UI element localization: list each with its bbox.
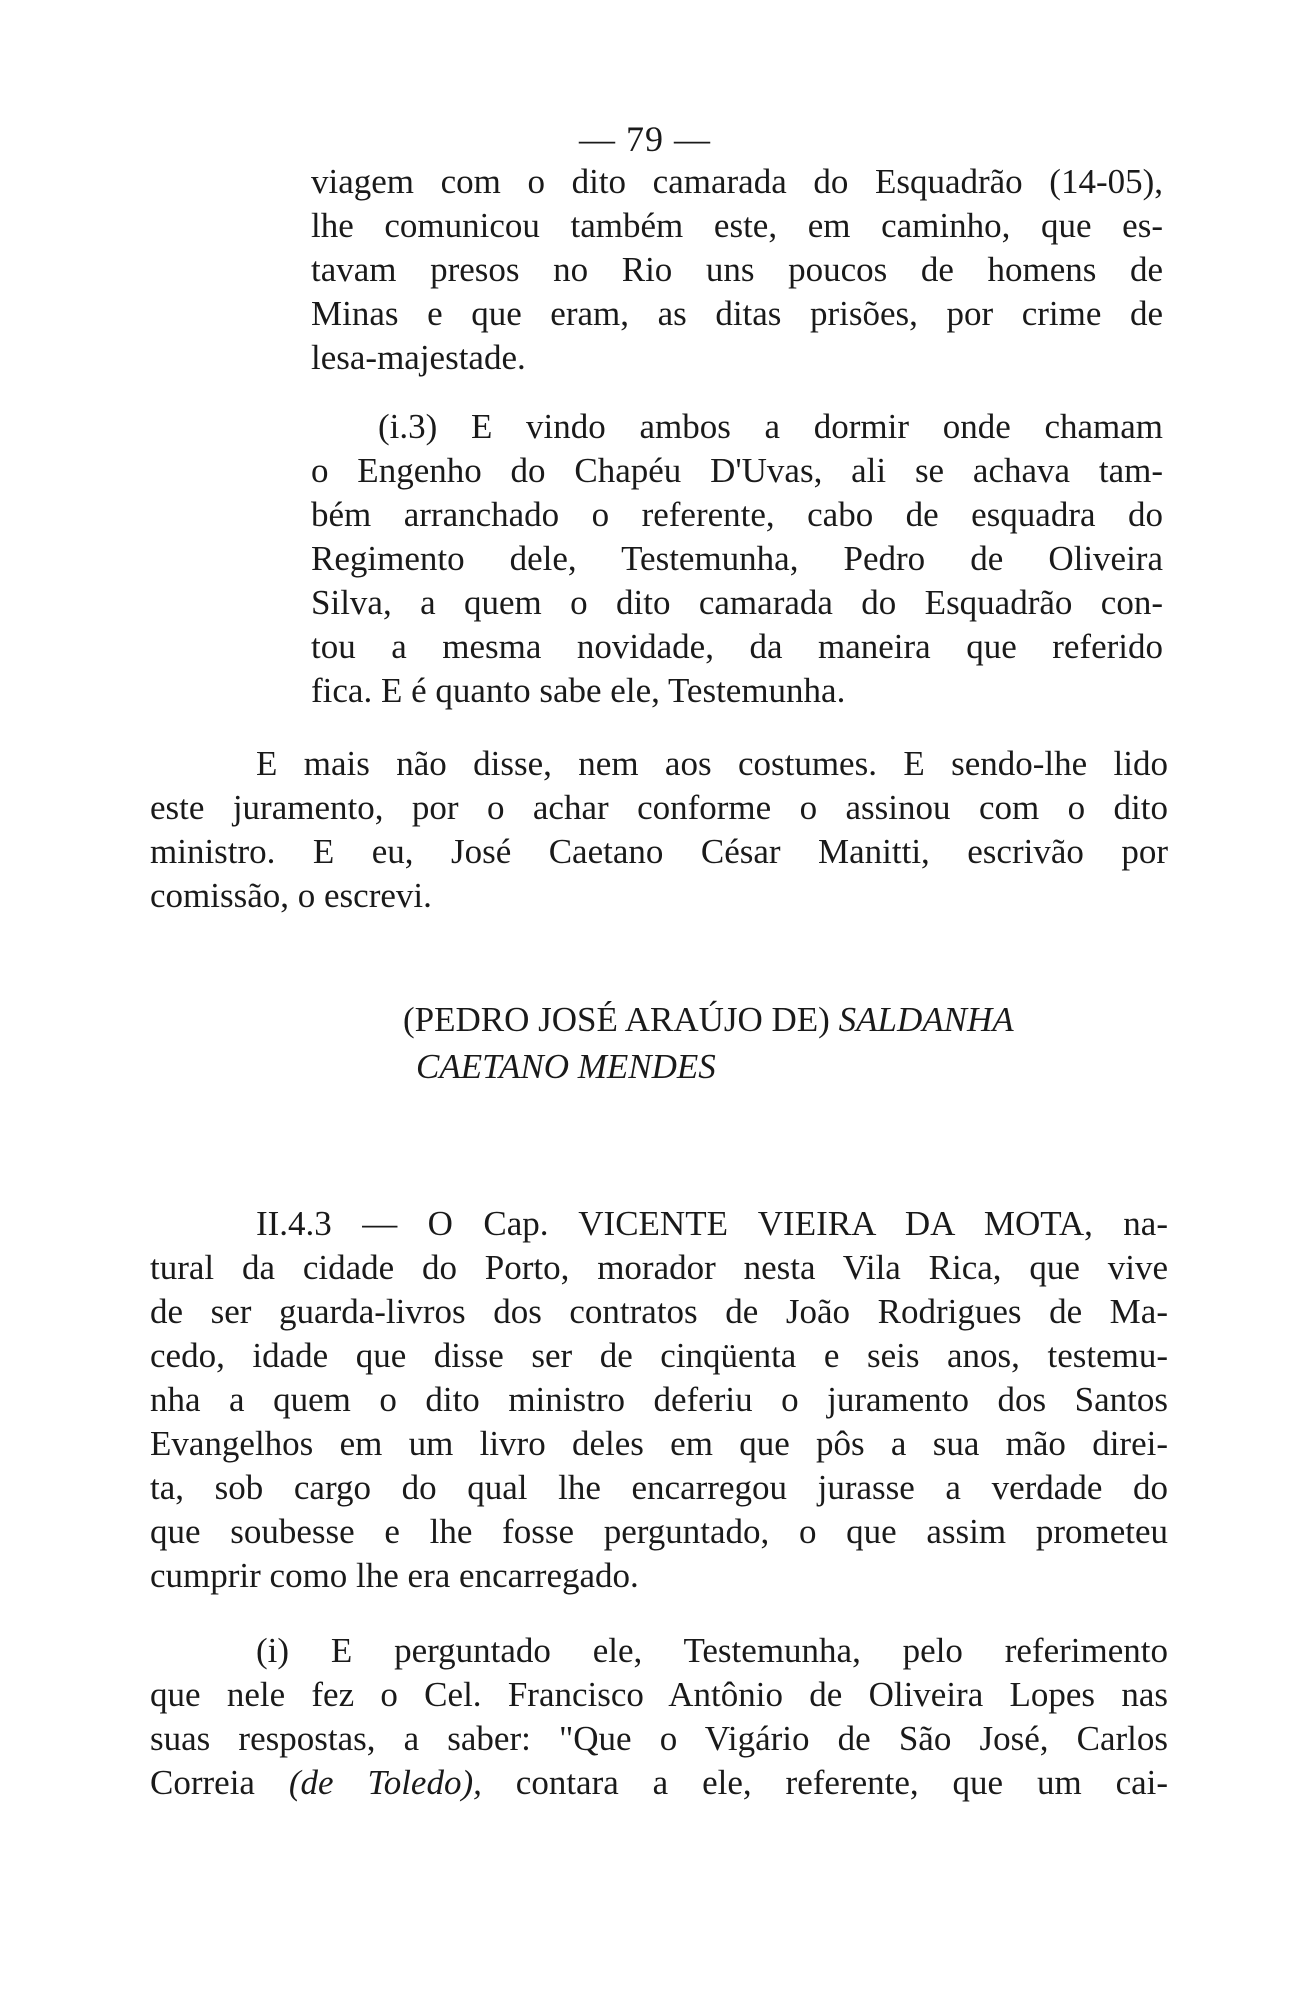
text-line: lhe comunicou também este, em caminho, que es- xyxy=(311,206,1163,245)
signature-name-italic: SALDANHA xyxy=(838,1000,1014,1039)
signature-name-upright: (PEDRO JOSÉ ARAÚJO DE) xyxy=(403,1000,830,1039)
text-line: cumprir como lhe era encarregado. xyxy=(150,1556,639,1595)
text-line: tou a mesma novidade, da maneira que referido xyxy=(311,627,1163,666)
text-line: comissão, o escrevi. xyxy=(150,876,432,915)
text-line: que soubesse e lhe fosse perguntado, o que assim prometeu xyxy=(150,1512,1168,1551)
text-line: que nele fez o Cel. Francisco Antônio de Oliveira Lopes nas xyxy=(150,1675,1168,1714)
signature-line-1 xyxy=(403,996,1014,1044)
text-line: ta, sob cargo do qual lhe encarregou jurasse a verdade do xyxy=(150,1468,1168,1507)
page-number: — 79 — xyxy=(579,119,711,159)
text-line: o Engenho do Chapéu D'Uvas, ali se achava tam- xyxy=(311,451,1163,490)
text-line: suas respostas, a saber: "Que o Vigário de São José, Carlos xyxy=(150,1719,1168,1758)
text-line: este juramento, por o achar conforme o assinou com o dito xyxy=(150,788,1168,827)
text-line: Minas e que eram, as ditas prisões, por crime de xyxy=(311,294,1163,333)
text-line: fica. E é quanto sabe ele, Testemunha. xyxy=(311,671,846,710)
text-line: viagem com o dito camarada do Esquadrão (14-05), xyxy=(311,162,1163,201)
text-line: tavam presos no Rio uns poucos de homens de xyxy=(311,250,1163,289)
text-line: (i) E perguntado ele, Testemunha, pelo referimento xyxy=(256,1631,1168,1670)
text-line: Regimento dele, Testemunha, Pedro de Oliveira xyxy=(311,539,1163,578)
text-line: lesa-majestade. xyxy=(311,338,526,377)
signature-line-2: CAETANO MENDES xyxy=(416,1047,716,1086)
text-line: Silva, a quem o dito camarada do Esquadrão con- xyxy=(311,583,1163,622)
text-line: ministro. E eu, José Caetano César Manitti, escrivão por xyxy=(150,832,1168,871)
text-line-mixed xyxy=(150,1759,1168,1807)
text-line: Evangelhos em um livro deles em que pôs a sua mão direi- xyxy=(150,1424,1168,1463)
text-segment: contara a ele, referente, que um cai- xyxy=(515,1763,1169,1802)
text-segment-italic: (de Toledo), xyxy=(288,1763,482,1802)
text-segment: Correia xyxy=(150,1763,255,1802)
text-line: E mais não disse, nem aos costumes. E sendo-lhe lido xyxy=(256,744,1168,783)
text-line: de ser guarda-livros dos contratos de João Rodrigues de Ma- xyxy=(150,1292,1168,1331)
text-line: nha a quem o dito ministro deferiu o juramento dos Santos xyxy=(150,1380,1168,1419)
text-line: II.4.3 — O Cap. VICENTE VIEIRA DA MOTA, na- xyxy=(256,1204,1168,1243)
text-line: bém arranchado o referente, cabo de esquadra do xyxy=(311,495,1163,534)
text-line: cedo, idade que disse ser de cinqüenta e seis anos, testemu- xyxy=(150,1336,1168,1375)
text-line: (i.3) E vindo ambos a dormir onde chamam xyxy=(378,407,1163,446)
text-line: tural da cidade do Porto, morador nesta Vila Rica, que vive xyxy=(150,1248,1168,1287)
